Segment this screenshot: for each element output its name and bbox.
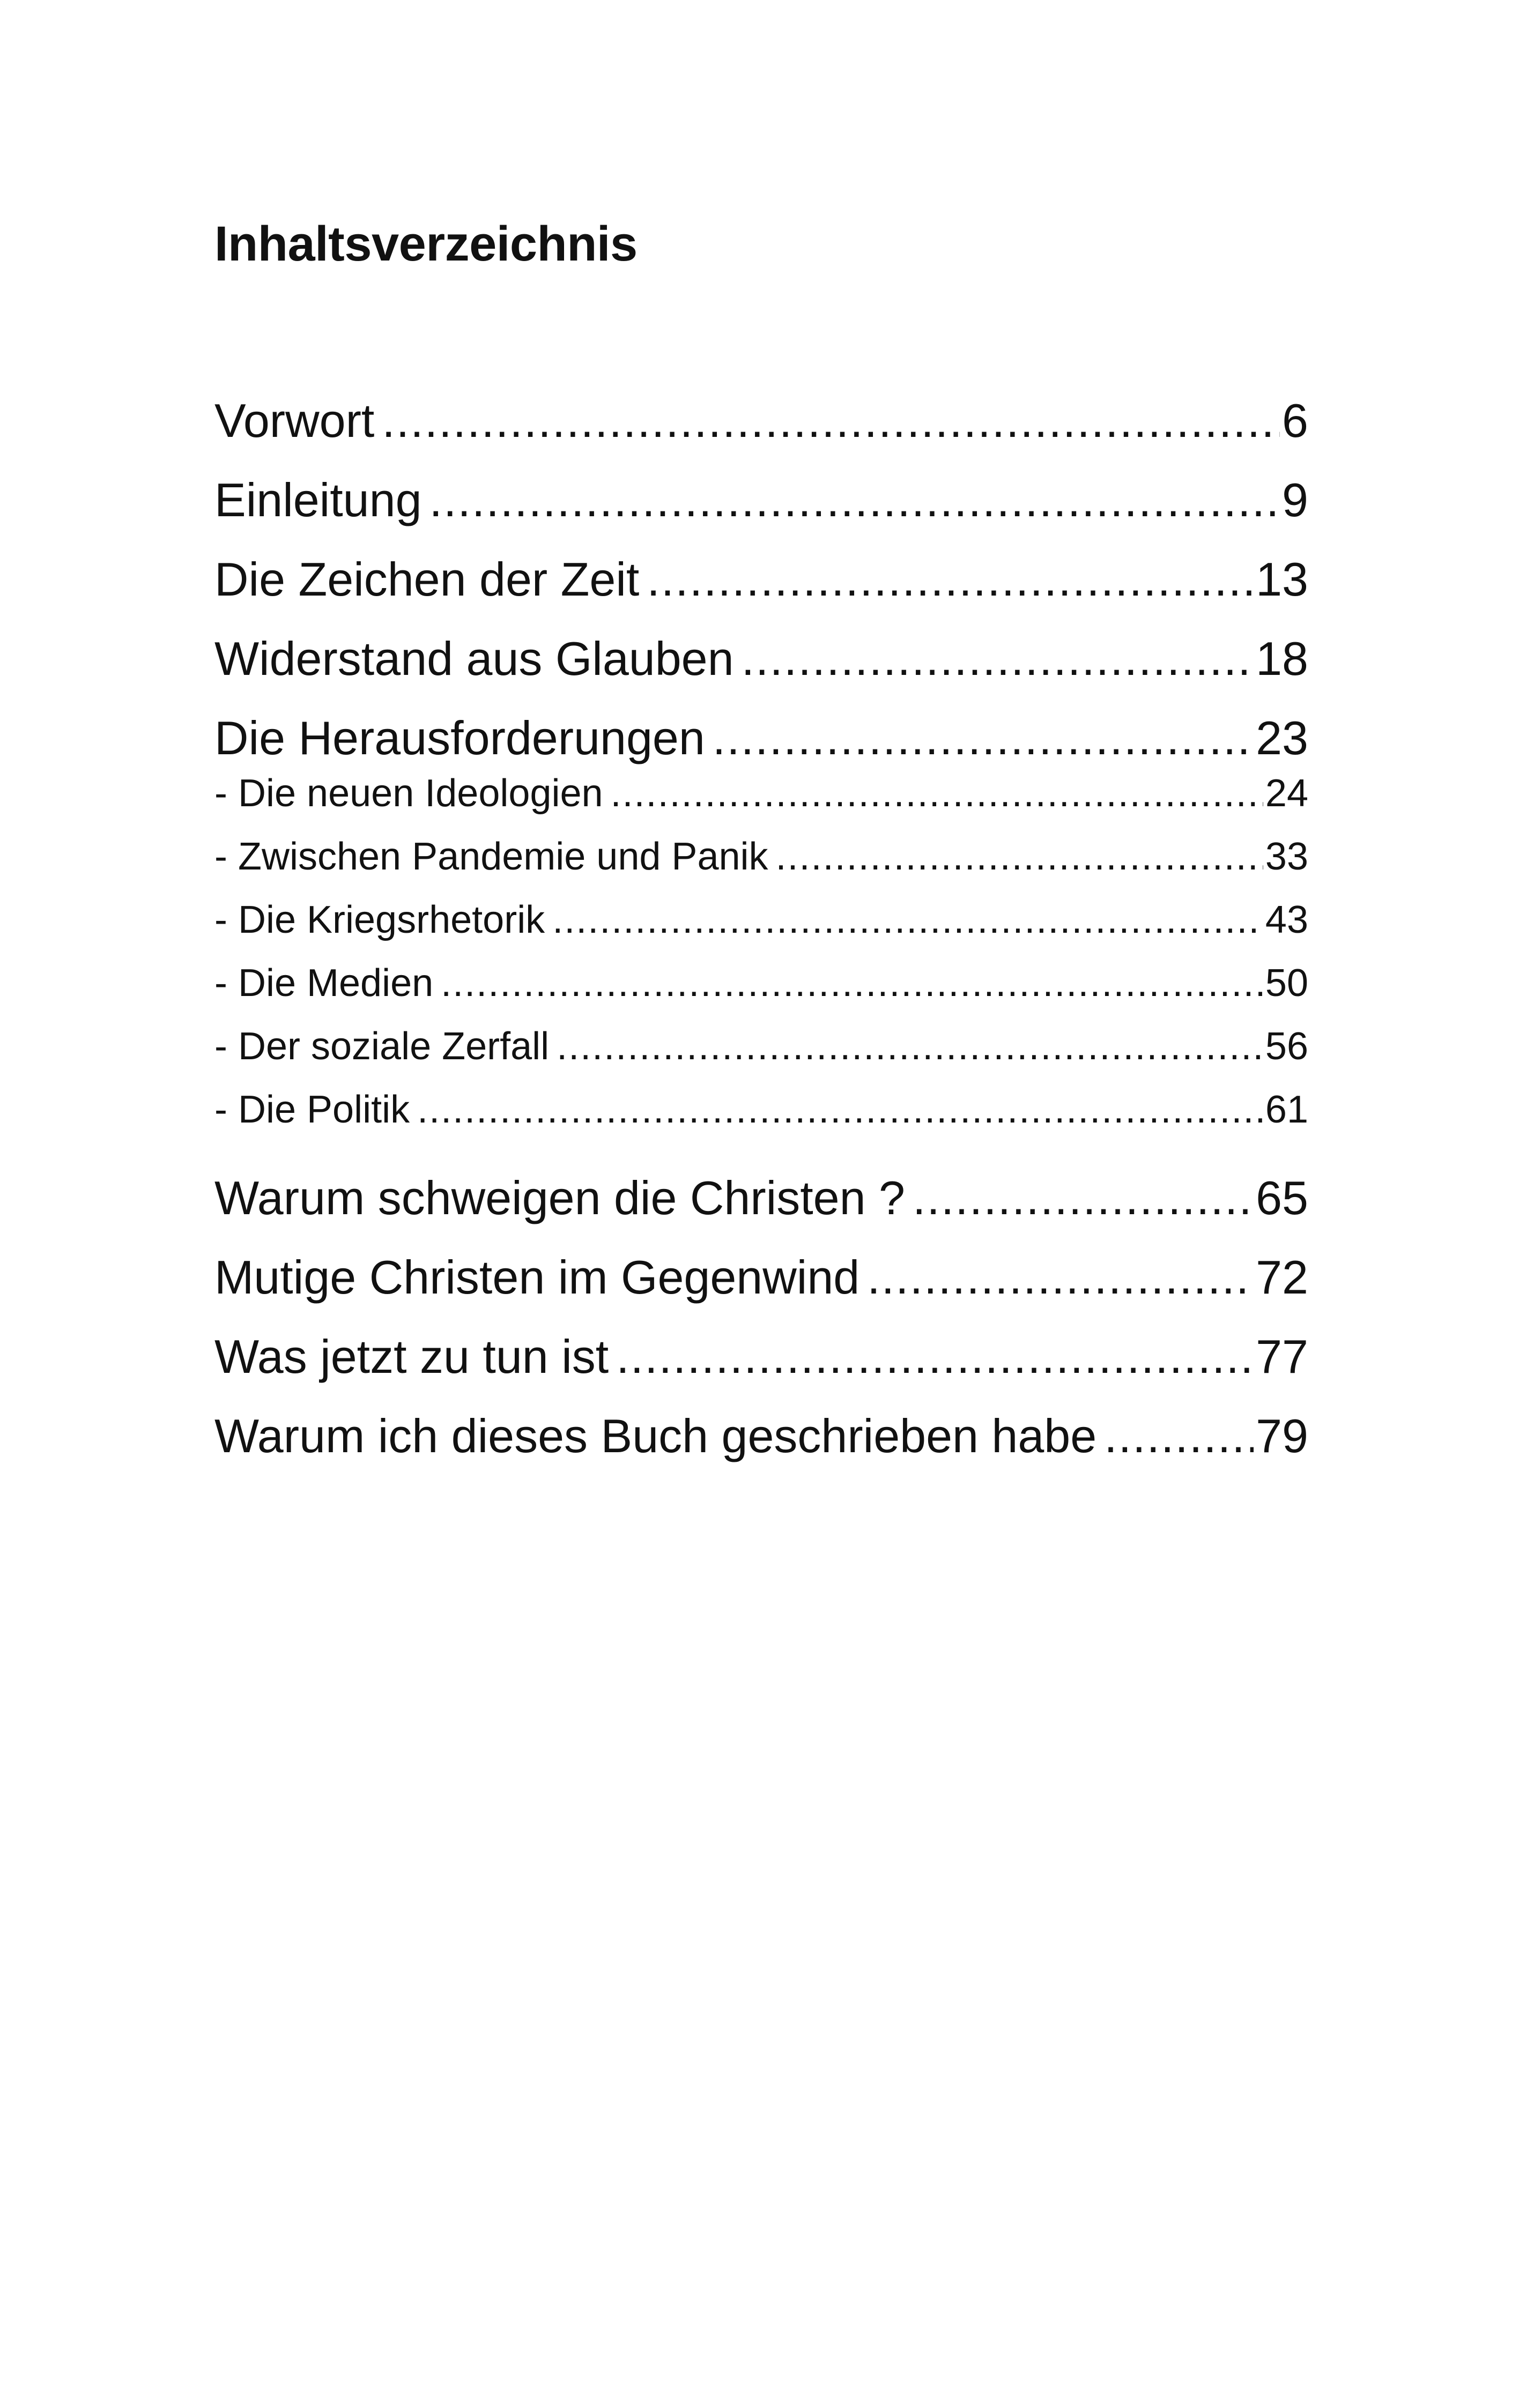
toc-entry-mutige-christen	[214, 1248, 1308, 1307]
toc-entry-widerstand	[214, 629, 1308, 688]
toc-entry-page-number: 9	[1282, 473, 1308, 526]
toc-entry-page-number: 72	[1256, 1251, 1308, 1304]
dot-leader	[1104, 1407, 1254, 1466]
dot-leader	[417, 1086, 1263, 1134]
toc-entry-page-number: 24	[1265, 772, 1308, 815]
toc-entry-page-number: 23	[1256, 711, 1308, 764]
toc-entry-page-number: 6	[1282, 394, 1308, 447]
toc-entry-zeichen-der-zeit	[214, 550, 1308, 609]
toc-subentry-pandemie	[214, 833, 1308, 881]
toc-entry-page-number: 13	[1256, 553, 1308, 606]
toc-entry-warum-schweigen	[214, 1169, 1308, 1228]
dot-leader	[429, 471, 1280, 530]
toc-entry-title: - Die Politik	[214, 1088, 410, 1131]
toc-entry-herausforderungen	[214, 709, 1308, 768]
toc-entry-title: Mutige Christen im Gegenwind	[214, 1251, 860, 1304]
toc-entry-title: - Die neuen Ideologien	[214, 772, 603, 815]
toc-entry-page-number: 77	[1256, 1330, 1308, 1383]
toc-heading: Inhaltsverzeichnis	[214, 217, 638, 271]
toc-entry-title: - Der soziale Zerfall	[214, 1025, 550, 1068]
toc-entry-page-number: 61	[1265, 1088, 1308, 1131]
toc-entry-page-number: 43	[1265, 898, 1308, 941]
dot-leader	[713, 709, 1254, 768]
toc-entry-page-number: 18	[1256, 632, 1308, 685]
toc-subentry-kriegsrhetorik	[214, 896, 1308, 944]
toc-entry-was-jetzt	[214, 1327, 1308, 1386]
toc-entry-page-number: 56	[1265, 1025, 1308, 1068]
dot-leader	[913, 1169, 1254, 1228]
toc-entry-page-number: 33	[1265, 835, 1308, 878]
toc-entry-title: - Zwischen Pandemie und Panik	[214, 835, 768, 878]
dot-leader	[557, 1022, 1263, 1071]
toc-entry-page-number: 65	[1256, 1171, 1308, 1224]
toc-entry-title: Vorwort	[214, 394, 375, 447]
toc-entry-page-number: 50	[1265, 962, 1308, 1005]
toc-entry-title: Was jetzt zu tun ist	[214, 1330, 609, 1383]
toc-entry-title: - Die Medien	[214, 962, 434, 1005]
toc-entry-warum-buch	[214, 1407, 1308, 1466]
toc-entry-title: - Die Kriegsrhetorik	[214, 898, 545, 941]
toc-subentry-medien	[214, 959, 1308, 1007]
dot-leader	[616, 1327, 1254, 1386]
toc-entry-vorwort	[214, 391, 1308, 450]
toc-entry-title: Einleitung	[214, 473, 422, 526]
toc-subentry-politik	[214, 1086, 1308, 1134]
toc-subentry-ideologien	[214, 769, 1308, 817]
toc-entry-title: Widerstand aus Glauben	[214, 632, 734, 685]
toc-entry-einleitung	[214, 471, 1308, 530]
toc-entry-title: Warum ich dieses Buch geschrieben habe	[214, 1409, 1097, 1462]
dot-leader	[611, 769, 1263, 817]
dot-leader	[647, 550, 1254, 609]
toc-entry-page-number: 79	[1256, 1409, 1308, 1462]
toc-subentry-sozialer-zerfall	[214, 1022, 1308, 1071]
dot-leader	[382, 391, 1280, 450]
dot-leader	[552, 896, 1263, 944]
toc-entry-title: Die Herausforderungen	[214, 711, 705, 764]
toc-entry-title: Die Zeichen der Zeit	[214, 553, 640, 606]
dot-leader	[441, 959, 1263, 1007]
toc-entry-title: Warum schweigen die Christen ?	[214, 1171, 905, 1224]
dot-leader	[776, 833, 1263, 881]
dot-leader	[867, 1248, 1254, 1307]
dot-leader	[742, 629, 1254, 688]
